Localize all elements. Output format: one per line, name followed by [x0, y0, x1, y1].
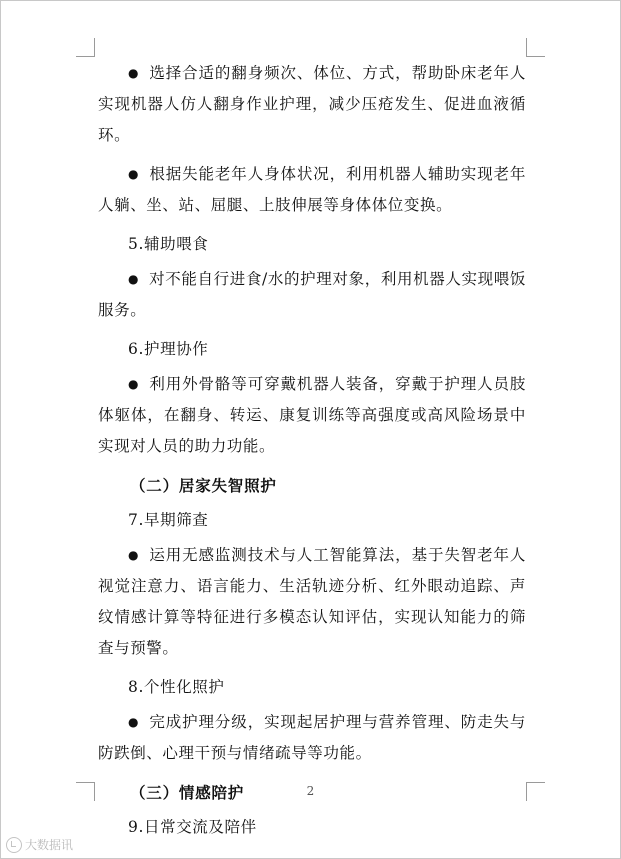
item-heading: 5.辅助喂食	[128, 235, 209, 253]
bullet-paragraph	[98, 540, 526, 664]
bullet-icon: ●	[128, 66, 140, 80]
bullet-icon: ●	[128, 377, 140, 391]
bullet-paragraph	[98, 264, 526, 326]
watermark-logo-icon	[6, 837, 22, 853]
bullet-icon: ●	[128, 272, 140, 286]
bullet-icon: ●	[128, 167, 140, 181]
bullet-paragraph	[98, 58, 526, 151]
item-heading: 7.早期筛查	[128, 511, 209, 529]
bullet-paragraph	[98, 159, 526, 221]
item-heading: 6.护理协作	[128, 340, 209, 358]
paragraph-text: 完成护理分级，实现起居护理与营养管理、防走失与防跌倒、心理干预与情绪疏导等功能。	[98, 713, 526, 762]
page-number: 2	[306, 784, 315, 798]
section-heading: （三）情感陪护	[130, 783, 245, 802]
bullet-icon: ●	[128, 715, 140, 729]
corner-mark-top-right	[526, 38, 545, 57]
paragraph-text: 运用无感监测技术与人工智能算法，基于失智老年人视觉注意力、语言能力、生活轨迹分析、红外眼动追踪、声纹情感计算等特征进行多模态认知评估，实现认知能力的筛查与预警。	[98, 546, 526, 657]
bullet-paragraph	[98, 369, 526, 462]
watermark	[6, 836, 73, 853]
bullet-paragraph	[98, 707, 526, 769]
corner-mark-top-left	[76, 38, 95, 57]
item-heading: 9.日常交流及陪伴	[128, 818, 257, 836]
paragraph-text: 选择合适的翻身频次、体位、方式，帮助卧床老年人实现机器人仿人翻身作业护理，减少压疮发生、促进血液循环。	[98, 64, 526, 144]
item-heading: 8.个性化照护	[128, 678, 225, 696]
paragraph-text: 根据失能老年人身体状况，利用机器人辅助实现老年人躺、坐、站、屈腿、上肢伸展等身体体位变换。	[98, 165, 526, 214]
paragraph-text: 对不能自行进食/水的护理对象，利用机器人实现喂饭服务。	[98, 270, 526, 319]
section-heading: （二）居家失智照护	[130, 476, 277, 495]
paragraph-text: 利用外骨骼等可穿戴机器人装备，穿戴于护理人员肢体躯体，在翻身、转运、康复训练等高强度或高风险场景中实现对人员的助力功能。	[98, 375, 526, 455]
document-body	[98, 58, 526, 847]
watermark-text: 大数据讯	[25, 838, 74, 852]
bullet-icon: ●	[128, 548, 140, 562]
